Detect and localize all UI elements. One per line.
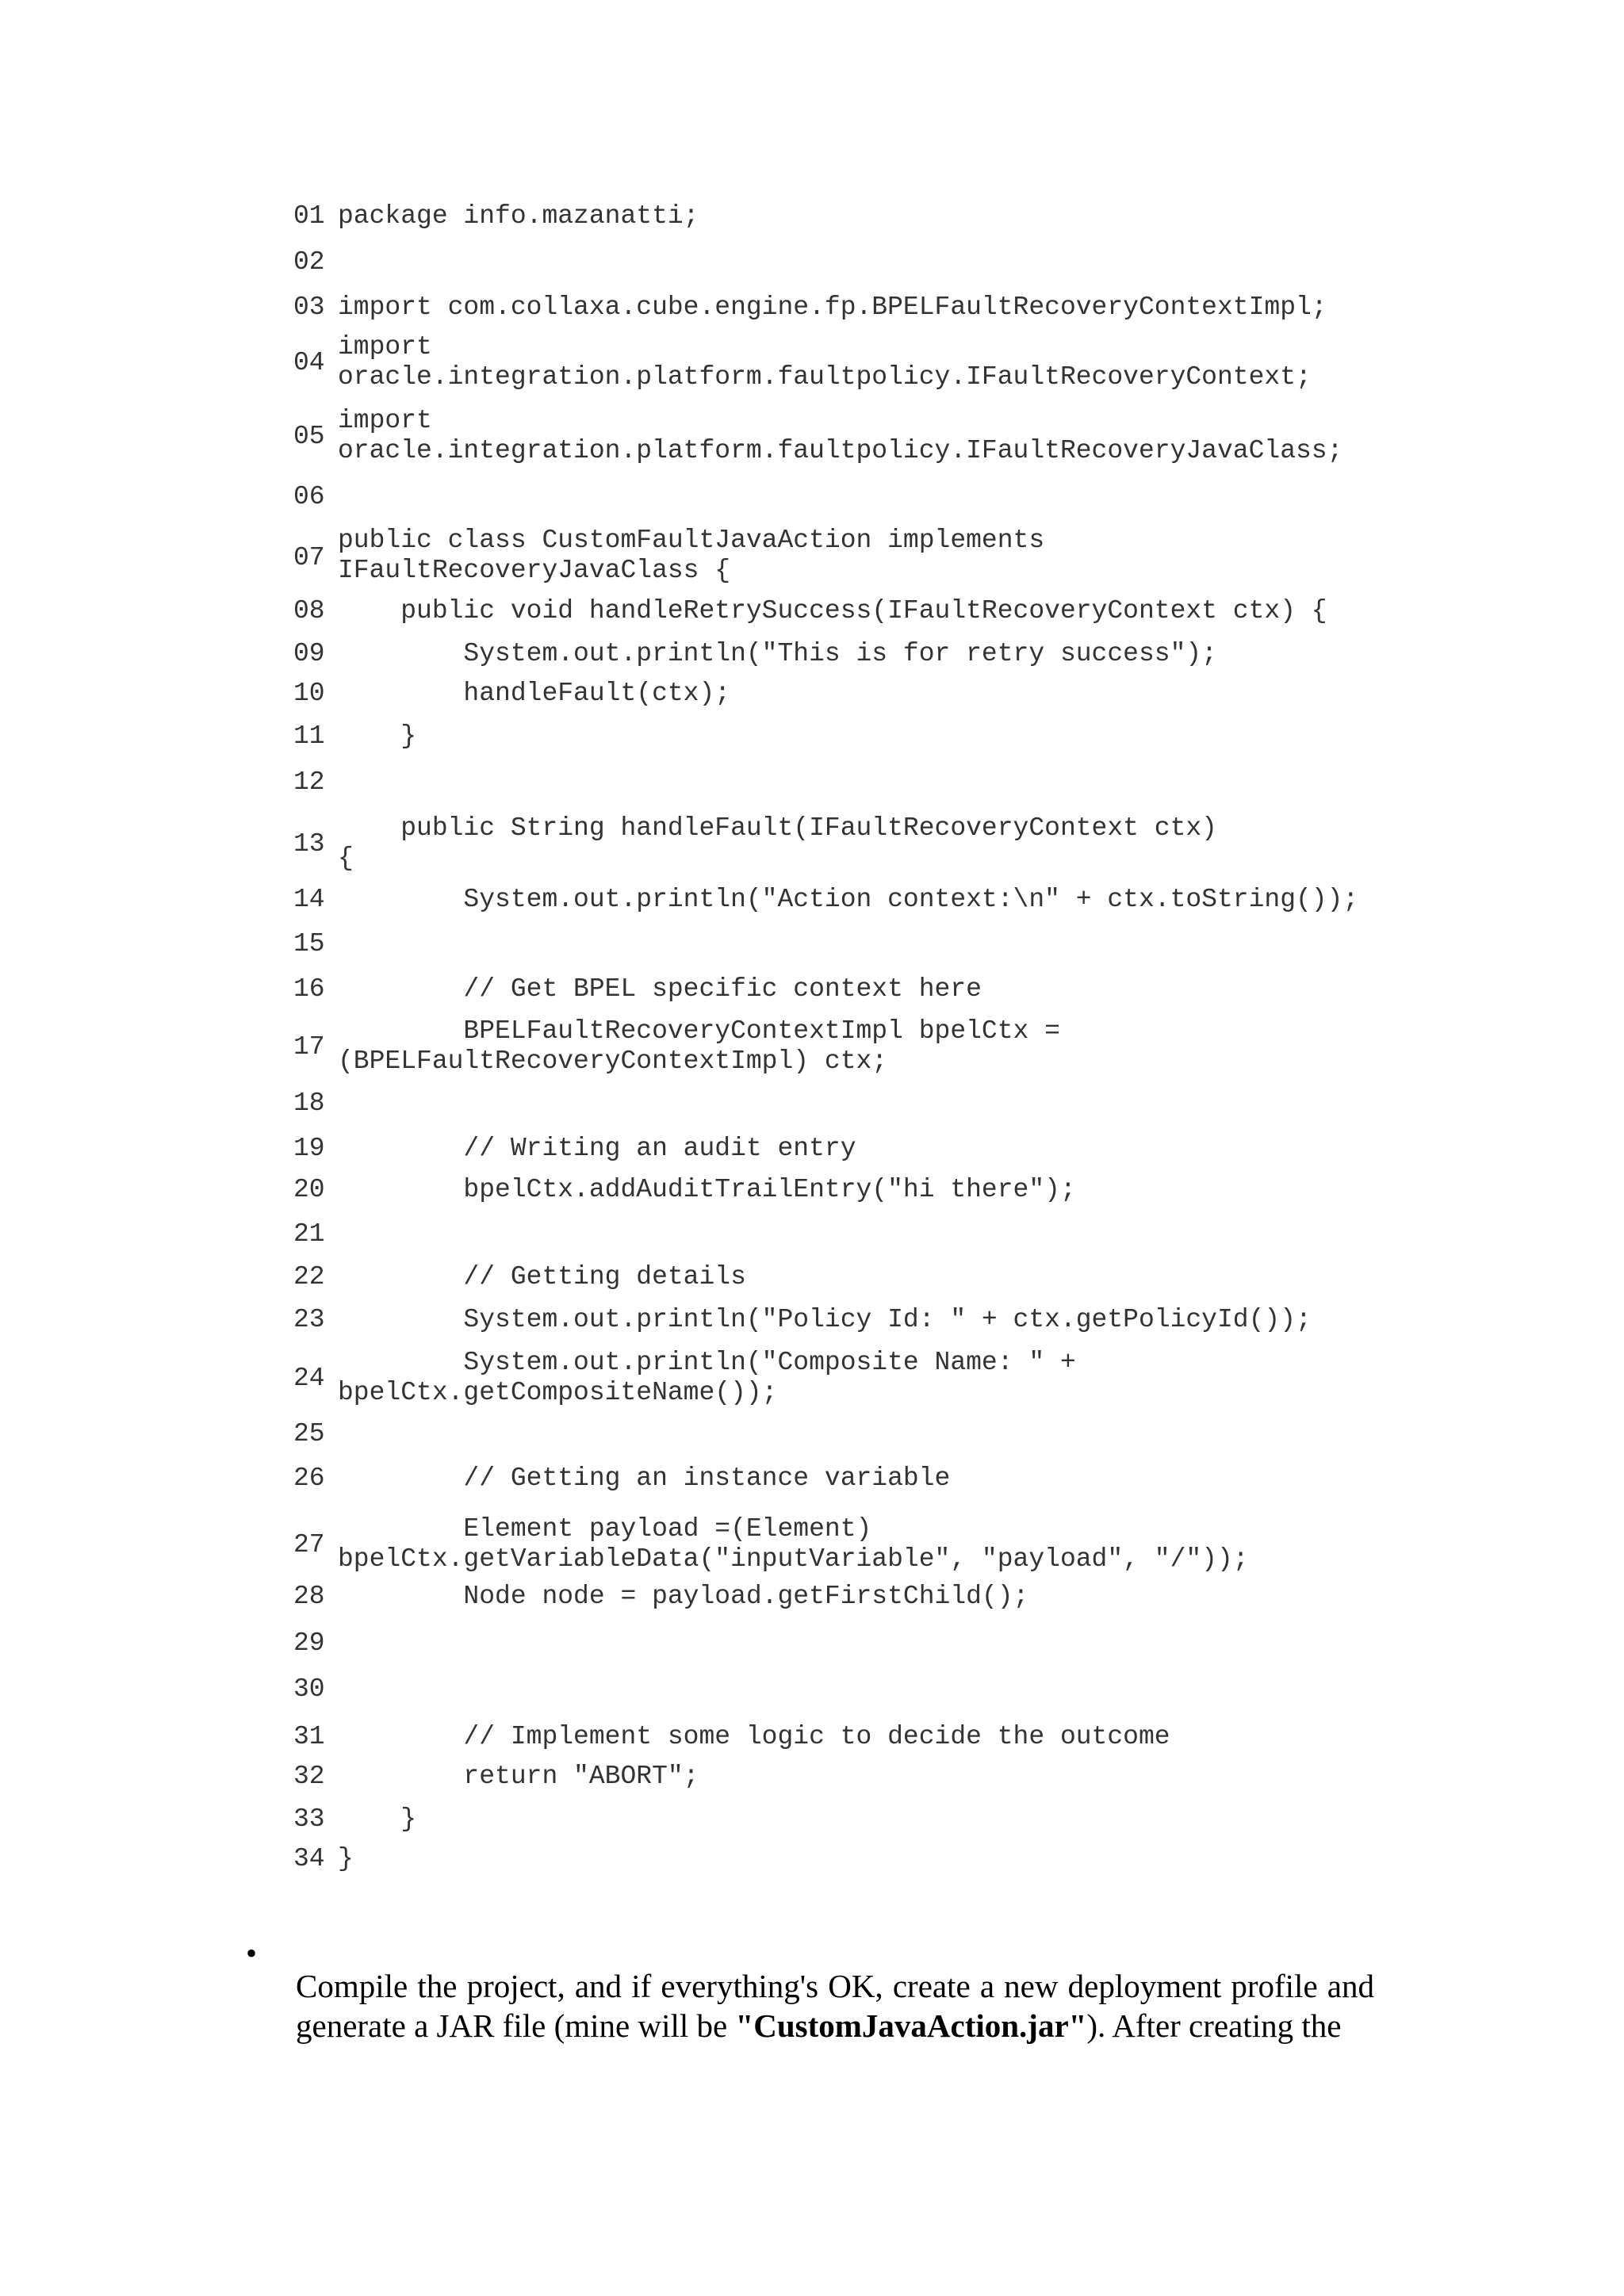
line-number: 27: [293, 1530, 325, 1559]
code-text: // Writing an audit entry: [338, 1134, 856, 1163]
paragraph-text: Compile the project, and if everything's OK, create a new deployment profile and generate a JAR file (mine will be: [296, 1968, 1374, 2044]
code-text: Node node = payload.getFirstChild();: [338, 1582, 1029, 1611]
line-number: 09: [293, 639, 325, 668]
line-number: 16: [293, 974, 325, 1004]
code-text: public class CustomFaultJavaAction implements IFaultRecoveryJavaClass {: [338, 526, 1045, 585]
code-text: }: [338, 1804, 417, 1834]
code-text: System.out.println("Action context:\n" + ctx.toString());: [338, 885, 1359, 914]
line-number: 23: [293, 1305, 325, 1334]
code-text: System.out.println("Composite Name: " + bpelCtx.getCompositeName());: [338, 1348, 1076, 1407]
line-number: 28: [293, 1582, 325, 1611]
line-number: 05: [293, 422, 325, 451]
code-text: handleFault(ctx);: [338, 679, 731, 708]
line-number: 07: [293, 543, 325, 572]
code-text: package info.mazanatti;: [338, 201, 699, 231]
code-text: // Getting an instance variable: [338, 1464, 951, 1493]
line-number: 34: [293, 1844, 325, 1873]
code-text: import com.collaxa.cube.engine.fp.BPELFaultRecoveryContextImpl;: [338, 293, 1327, 322]
line-number: 18: [293, 1089, 325, 1118]
code-text: }: [338, 1844, 354, 1873]
line-number: 15: [293, 929, 325, 959]
instruction-paragraph: [296, 1966, 1374, 2045]
line-number: 02: [293, 247, 325, 277]
line-number: 21: [293, 1219, 325, 1249]
line-number: 08: [293, 596, 325, 626]
code-text: return "ABORT";: [338, 1762, 699, 1791]
code-text: // Getting details: [338, 1262, 746, 1292]
line-number: 01: [293, 201, 325, 231]
line-number: 30: [293, 1674, 325, 1704]
line-number: 29: [293, 1628, 325, 1658]
code-text: import oracle.integration.platform.faultpolicy.IFaultRecoveryJavaClass;: [338, 406, 1343, 465]
line-number: 25: [293, 1419, 325, 1448]
line-number: 11: [293, 721, 325, 751]
line-number: 26: [293, 1464, 325, 1493]
line-number: 20: [293, 1175, 325, 1204]
code-text: System.out.println("Policy Id: " + ctx.getPolicyId());: [338, 1305, 1312, 1334]
line-number: 14: [293, 885, 325, 914]
code-text: Element payload =(Element) bpelCtx.getVariableData("inputVariable", "payload", "/"));: [338, 1514, 1249, 1574]
code-text: System.out.println("This is for retry success");: [338, 639, 1217, 668]
line-number: 06: [293, 482, 325, 511]
code-text: import oracle.integration.platform.faultpolicy.IFaultRecoveryContext;: [338, 332, 1312, 392]
code-text: }: [338, 721, 417, 751]
code-text: // Get BPEL specific context here: [338, 974, 982, 1004]
line-number: 12: [293, 767, 325, 797]
paragraph-text-end: ). After creating the: [1086, 2007, 1342, 2044]
line-number: 33: [293, 1804, 325, 1834]
code-text: public void handleRetrySuccess(IFaultRecoveryContext ctx) {: [338, 596, 1327, 626]
line-number: 32: [293, 1762, 325, 1791]
line-number: 13: [293, 829, 325, 859]
line-number: 17: [293, 1032, 325, 1062]
code-text: // Implement some logic to decide the outcome: [338, 1722, 1170, 1751]
code-text: BPELFaultRecoveryContextImpl bpelCtx = (BPELFaultRecoveryContextImpl) ctx;: [338, 1016, 1060, 1076]
code-text: public String handleFault(IFaultRecoveryContext ctx) {: [338, 813, 1217, 873]
line-number: 31: [293, 1722, 325, 1751]
line-number: 22: [293, 1262, 325, 1292]
jar-filename: "CustomJavaAction.jar": [735, 2007, 1087, 2044]
line-number: 24: [293, 1364, 325, 1393]
line-number: 10: [293, 679, 325, 708]
line-number: 03: [293, 293, 325, 322]
line-number: 19: [293, 1134, 325, 1163]
bullet-marker: •: [246, 1935, 258, 1971]
line-number: 04: [293, 348, 325, 377]
code-text: bpelCtx.addAuditTrailEntry("hi there");: [338, 1175, 1076, 1204]
